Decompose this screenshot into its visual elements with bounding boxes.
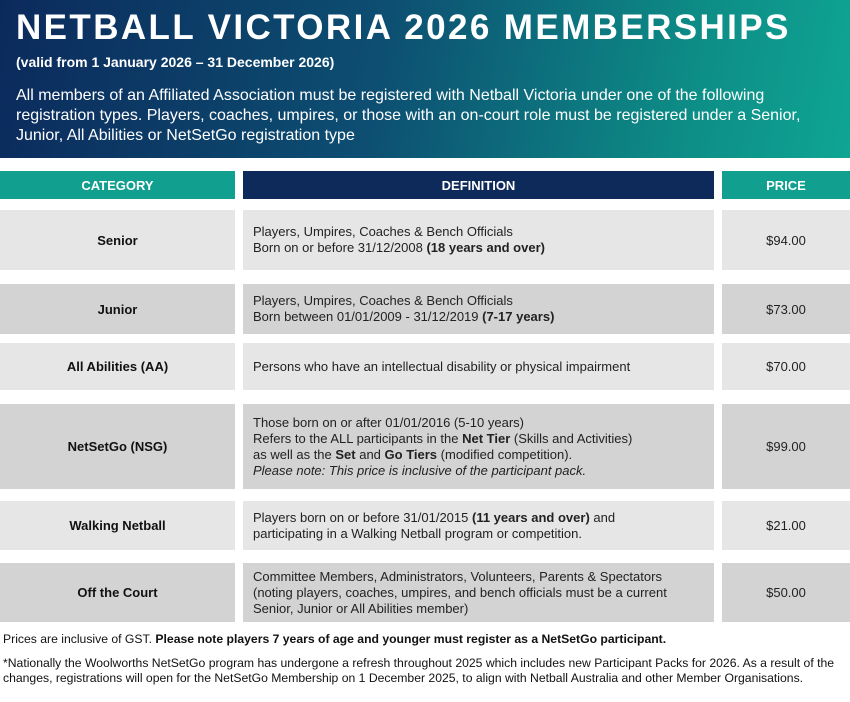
row-all-abilities-price: $70.00: [722, 343, 850, 390]
row-off-the-court-price: $50.00: [722, 563, 850, 622]
definition-line: Born between 01/01/2009 - 31/12/2019 (7-17 years): [253, 309, 555, 324]
definition-line: Players, Umpires, Coaches & Bench Officials: [253, 293, 513, 308]
row-walking-netball-category: Walking Netball: [0, 501, 235, 550]
definition-line: as well as the Set and Go Tiers (modified competition).: [253, 446, 573, 462]
definition-line: Players born on or before 31/01/2015 (11 years and over) and: [253, 509, 616, 525]
definition-line: Persons who have an intellectual disability or physical impairment: [253, 358, 631, 374]
definition-line: Senior, Junior or All Abilities member): [253, 600, 469, 616]
definition-line: participating in a Walking Netball program or competition.: [253, 525, 583, 541]
gst-note: Prices are inclusive of GST. Please note players 7 years of age and younger must register as a NetSetGo participant.: [3, 632, 667, 646]
page-title: NETBALL VICTORIA 2026 MEMBERSHIPS: [16, 8, 791, 47]
intro-text: All members of an Affiliated Association must be registered with Netball Victoria under one of the following registration types. Players, coaches, umpires, or those with an on-court role must be registered under a Senior, Junior, All Abilities or NetSetGo registration type: [16, 87, 801, 144]
definition-line: (noting players, coaches, umpires, and bench officials must be a current: [253, 584, 667, 600]
definition-note: Please note: This price is inclusive of the participant pack.: [253, 462, 587, 478]
netsetgo-footnote: *Nationally the Woolworths NetSetGo program has undergone a refresh throughout 2025 which includes new Participant Packs for 2026. As a result of the changes, registrations will open for the NetSetGo Membership on 1 December 2025, to align with Netball Australia and other Member Organisations.: [3, 656, 835, 685]
row-walking-netball-price: $21.00: [722, 501, 850, 550]
column-header-price: PRICE: [722, 171, 850, 199]
row-all-abilities-category: All Abilities (AA): [0, 343, 235, 390]
definition-line: Committee Members, Administrators, Volunteers, Parents & Spectators: [253, 568, 662, 584]
row-netsetgo-definition: [243, 404, 714, 489]
definition-line: Players, Umpires, Coaches & Bench Officials: [253, 224, 513, 239]
row-netsetgo-category: NetSetGo (NSG): [0, 404, 235, 489]
definition-line: Born on or before 31/12/2008 (18 years and over): [253, 240, 545, 255]
column-header-definition: DEFINITION: [243, 171, 714, 199]
definition-line: Refers to the ALL participants in the Net Tier (Skills and Activities): [253, 430, 633, 446]
row-senior-definition: [243, 210, 714, 270]
validity-period: (valid from 1 January 2026 – 31 December 2026): [16, 54, 335, 70]
definition-line: Those born on or after 01/01/2016 (5-10 years): [253, 414, 524, 430]
row-senior-price: $94.00: [722, 210, 850, 270]
header-banner: [0, 0, 850, 158]
row-senior-category: Senior: [0, 210, 235, 270]
row-junior-definition: [243, 284, 714, 334]
column-header-category: CATEGORY: [0, 171, 235, 199]
row-netsetgo-price: $99.00: [722, 404, 850, 489]
row-all-abilities-definition: [243, 343, 714, 390]
row-junior-price: $73.00: [722, 284, 850, 334]
row-off-the-court-category: Off the Court: [0, 563, 235, 622]
row-off-the-court-definition: [243, 563, 714, 622]
row-walking-netball-definition: [243, 501, 714, 550]
row-junior-category: Junior: [0, 284, 235, 334]
